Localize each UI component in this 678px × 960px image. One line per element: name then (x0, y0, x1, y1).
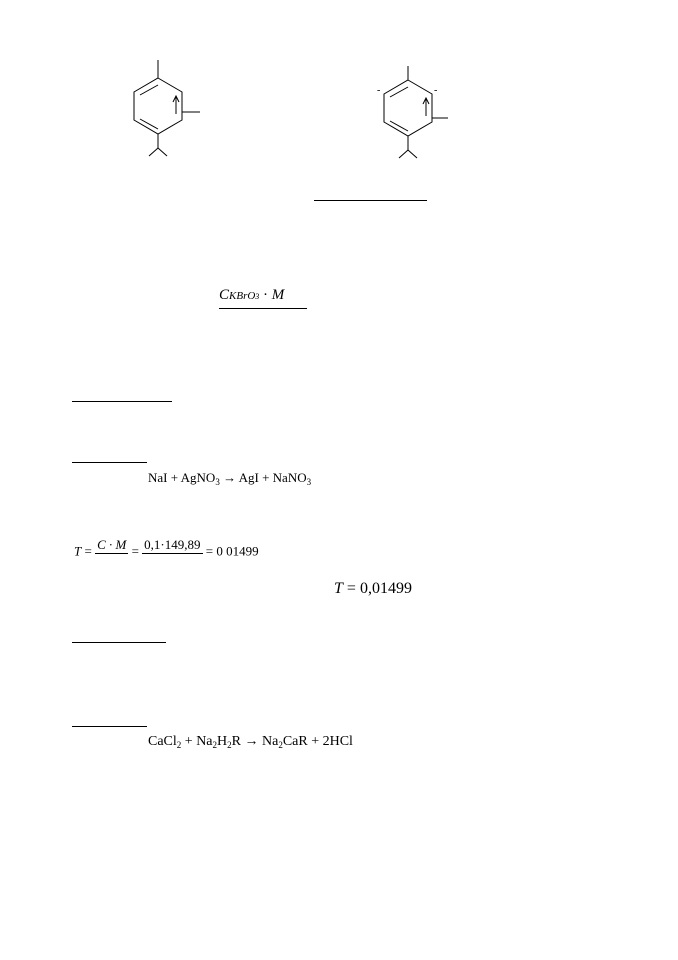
product-nano3: NaNO$_3$ (272, 470, 312, 487)
titer-symbol: T (334, 580, 343, 597)
double-bond (140, 119, 158, 129)
isopropyl-branch-left (149, 148, 158, 156)
equals-sign: = (205, 543, 214, 559)
substituent-mark-right: - (434, 85, 438, 96)
p-cymene-structure (120, 58, 210, 168)
benzene-ring (134, 78, 182, 134)
product-agi: AgI (238, 470, 259, 485)
double-bond (390, 121, 408, 131)
isopropyl-branch-right (158, 148, 167, 156)
titer-value: 0,01499 (359, 580, 412, 597)
product-hcl: 2HCl (322, 734, 353, 749)
fraction-values-numerator: 0,1·149,89 (144, 537, 201, 552)
plus-sign: + (262, 470, 270, 485)
concentration-symbol: C (219, 287, 230, 303)
fraction-values (142, 538, 202, 567)
plus-sign: + (184, 734, 193, 749)
equals-sign: = (346, 580, 356, 597)
reagent-agno3: AgNO$_3$ (180, 470, 220, 487)
p-cymene-bromination-structure (370, 62, 460, 172)
fraction-cm (95, 538, 128, 567)
kbro3-subscript: KBrO3 (229, 290, 260, 302)
kbro3-fraction-numerator (219, 288, 307, 309)
blank-line-1 (314, 200, 427, 201)
multiply-dot: · (263, 287, 269, 303)
blank-line-5 (72, 726, 147, 727)
blank-line-3 (72, 462, 147, 463)
reaction-arrow: → (244, 734, 259, 749)
molar-mass-symbol: M (271, 287, 285, 303)
titer-symbol: T (74, 543, 82, 559)
reagent-nai: NaI (148, 470, 168, 485)
reagent-cacl2: CaCl$_2$ (148, 734, 182, 750)
titer-result (334, 581, 412, 597)
plus-sign: + (170, 470, 179, 485)
product-na2car: $Na_2CaR$ (261, 734, 308, 750)
substituent-mark-left: - (377, 85, 381, 96)
equals-sign: = (84, 543, 92, 559)
titer-calculation (74, 538, 259, 567)
isopropyl-branch-right (408, 150, 417, 158)
blank-line-4 (72, 642, 166, 643)
plus-sign: + (311, 734, 320, 749)
titer-calc-result: 0 01499 (216, 543, 259, 559)
benzene-ring (384, 80, 432, 136)
reaction-arrow: → (223, 470, 237, 485)
fraction-cm-numerator: C · M (97, 537, 127, 552)
cacl2-complexation-reaction (148, 735, 353, 749)
reagent-na2h2r: $Na_2H_2R$ (196, 734, 241, 750)
equals-sign: = (131, 543, 139, 559)
isopropyl-branch-left (399, 150, 408, 158)
nai-agno3-reaction (148, 470, 312, 487)
blank-line-2 (72, 401, 172, 402)
